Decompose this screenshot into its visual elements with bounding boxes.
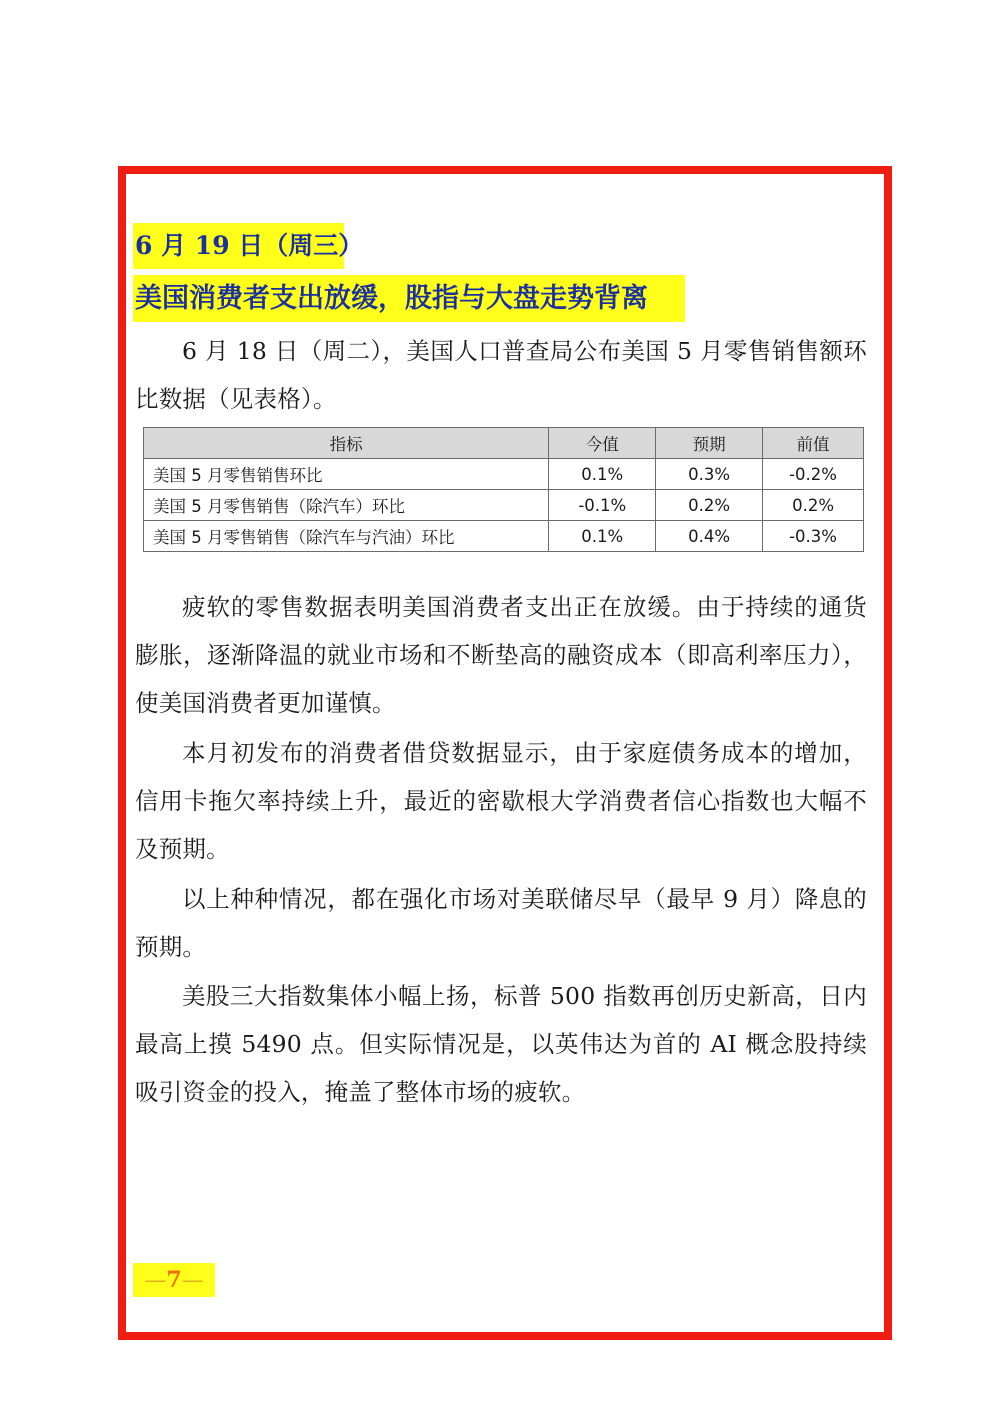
indicator-cell: 美国 5 月零售销售（除汽车与汽油）环比 (144, 521, 549, 552)
body-paragraph: 以上种种情况，都在强化市场对美联储尽早（最早 9 月）降息的预期。 (135, 885, 867, 961)
indicator-cell: 美国 5 月零售销售（除汽车）环比 (144, 490, 549, 521)
body-paragraph: 本月初发布的消费者借贷数据显示，由于家庭债务成本的增加，信用卡拖欠率持续上升，最近的密歇根大学消费者信心指数也大幅不及预期。 (135, 739, 867, 863)
article-title: 美国消费者支出放缓，股指与大盘走势背离 (133, 275, 685, 322)
previous-cell: 0.2% (763, 490, 864, 521)
body-paragraph: 美股三大指数集体小幅上扬，标普 500 指数再创历史新高，日内最高上摸 5490 点。但实际情况是，以英伟达为首的 AI 概念股持续吸引资金的投入，掩盖了整体市场的疲软。 (135, 982, 867, 1106)
forecast-cell: 0.3% (656, 459, 763, 490)
page-number-badge (133, 1263, 215, 1297)
page-number-dash: — (181, 1268, 204, 1293)
actual-cell: -0.1% (549, 490, 656, 521)
forecast-cell: 0.2% (656, 490, 763, 521)
indicator-cell: 美国 5 月零售销售环比 (144, 459, 549, 490)
page-number-dash: — (144, 1268, 167, 1293)
previous-cell: -0.3% (763, 521, 864, 552)
article-date: 6 月 19 日（周三） (133, 223, 344, 269)
body-paragraph: 疲软的零售数据表明美国消费者支出正在放缓。由于持续的通货膨胀，逐渐降温的就业市场和不断垫高的融资成本（即高利率压力），使美国消费者更加谨慎。 (135, 593, 867, 717)
page-number: 7 (166, 1267, 182, 1293)
table-header-row (144, 428, 864, 459)
table-row (144, 490, 864, 521)
column-header-actual: 今值 (549, 428, 656, 459)
actual-cell: 0.1% (549, 521, 656, 552)
intro-paragraph: 6 月 18 日（周二），美国人口普查局公布美国 5 月零售销售额环比数据（见表格）。 (135, 337, 867, 413)
column-header-forecast: 预期 (656, 428, 763, 459)
column-header-indicator: 指标 (144, 428, 549, 459)
retail-sales-table (143, 427, 864, 552)
column-header-previous: 前值 (763, 428, 864, 459)
actual-cell: 0.1% (549, 459, 656, 490)
forecast-cell: 0.4% (656, 521, 763, 552)
previous-cell: -0.2% (763, 459, 864, 490)
table-row (144, 521, 864, 552)
table-row (144, 459, 864, 490)
